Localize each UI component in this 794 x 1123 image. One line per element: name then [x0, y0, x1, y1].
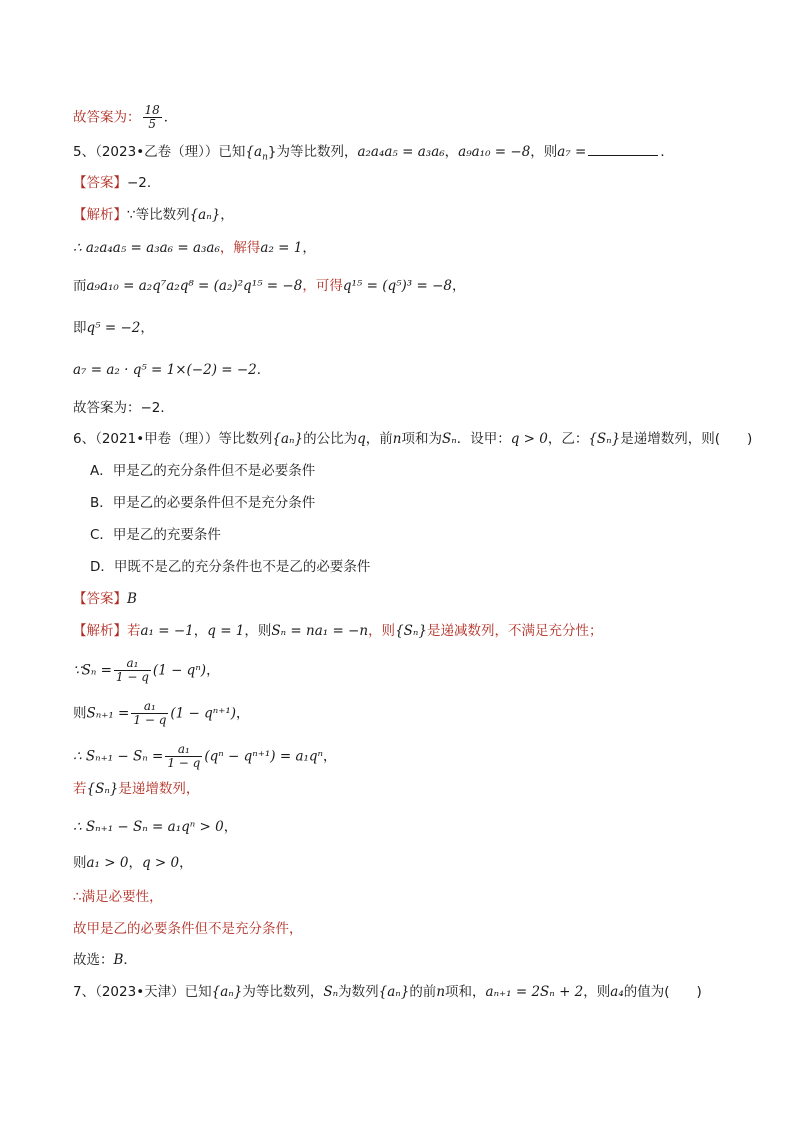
question-7: 7、（2023•天津）已知{aₙ}为等比数列，Sₙ为数列{aₙ}的前n项和，aₙ₊₁ = 2Sₙ + 2，则a₄的值为( ) — [73, 984, 702, 1000]
option-b: B．甲是乙的必要条件但不是充分条件 — [90, 495, 316, 511]
analysis-6-line6: ∴ Sₙ₊₁ − Sₙ = a₁qⁿ > 0， — [73, 819, 238, 835]
fraction: $\frac{18}{5}$ — [144, 103, 160, 131]
answer-5: 【答案】−2． — [73, 175, 161, 191]
answer-blank — [588, 141, 658, 156]
answer-line-q5: 故答案为：−2． — [73, 400, 174, 416]
analysis-6-line3: 则Sₙ₊₁ = $\frac{\text{a₁}}{1 - q}$ (1 − qⁿ⁺¹)， — [73, 699, 250, 727]
option-a: A．甲是乙的充分条件但不是必要条件 — [90, 463, 316, 479]
analysis-6-line2: ∵Sₙ = $\frac{\text{a₁}}{1 - q}$ (1 − qⁿ)， — [73, 656, 220, 684]
analysis-6-line1: 【解析】若a₁ = −1，q = 1，则Sₙ = na₁ = −n，则{Sₙ}是递减数列，不满足充分性； — [73, 623, 603, 639]
analysis-6-line5: 若{Sₙ}是递增数列， — [73, 781, 200, 797]
question-5: 5、（2023•乙卷（理））已知$\{a_n\}$为等比数列，a₂a₄a₅ = a₃a₆，a₉a₁₀ = −8，则a₇ = ． — [73, 141, 674, 168]
answer-6: 【答案】B — [73, 591, 137, 607]
analysis-6-line4: ∴ Sₙ₊₁ − Sₙ = $\frac{\text{a₁}}{1 - q}$ (qⁿ − qⁿ⁺¹) = a₁qⁿ， — [73, 742, 337, 770]
fraction: $\frac{\text{a₁}}{1 - q}$ — [115, 656, 149, 684]
analysis-5-line2: ∴ a₂a₄a₅ = a₃a₆ = a₃a₆，解得a₂ = 1， — [73, 240, 316, 256]
question-6: 6、（2021•甲卷（理））等比数列{aₙ}的公比为q，前n项和为Sₙ．设甲：q > 0，乙：{Sₙ}是递增数列，则( ) — [73, 431, 753, 447]
answer-line-q4: 故答案为： $\frac{18}{5}$ ． — [73, 103, 178, 131]
option-d: D．甲既不是乙的充分条件也不是乙的必要条件 — [90, 559, 371, 575]
analysis-5-line5: a₇ = a₂ · q⁵ = 1×(−2) = −2． — [73, 362, 271, 378]
option-c: C．甲是乙的充要条件 — [90, 527, 221, 543]
analysis-5-line4: 即q⁵ = −2， — [73, 320, 154, 336]
analysis-6-line9: 故甲是乙的必要条件但不是充分条件， — [73, 921, 303, 937]
analysis-6-line10: 故选：B． — [73, 952, 137, 968]
fraction: $\frac{\text{a₁}}{1 - q}$ — [167, 742, 201, 770]
analysis-5-line1: 【解析】∵等比数列{aₙ}， — [73, 207, 234, 223]
analysis-6-line7: 则a₁ > 0，q > 0， — [73, 855, 193, 871]
analysis-6-line8: ∴满足必要性， — [73, 889, 163, 905]
fraction: $\frac{\text{a₁}}{1 - q}$ — [133, 699, 167, 727]
analysis-5-line3: 而a₉a₁₀ = a₂q⁷a₂q⁸ = (a₂)²q¹⁵ = −8，可得q¹⁵ = (q⁵)³ = −8， — [73, 278, 466, 294]
